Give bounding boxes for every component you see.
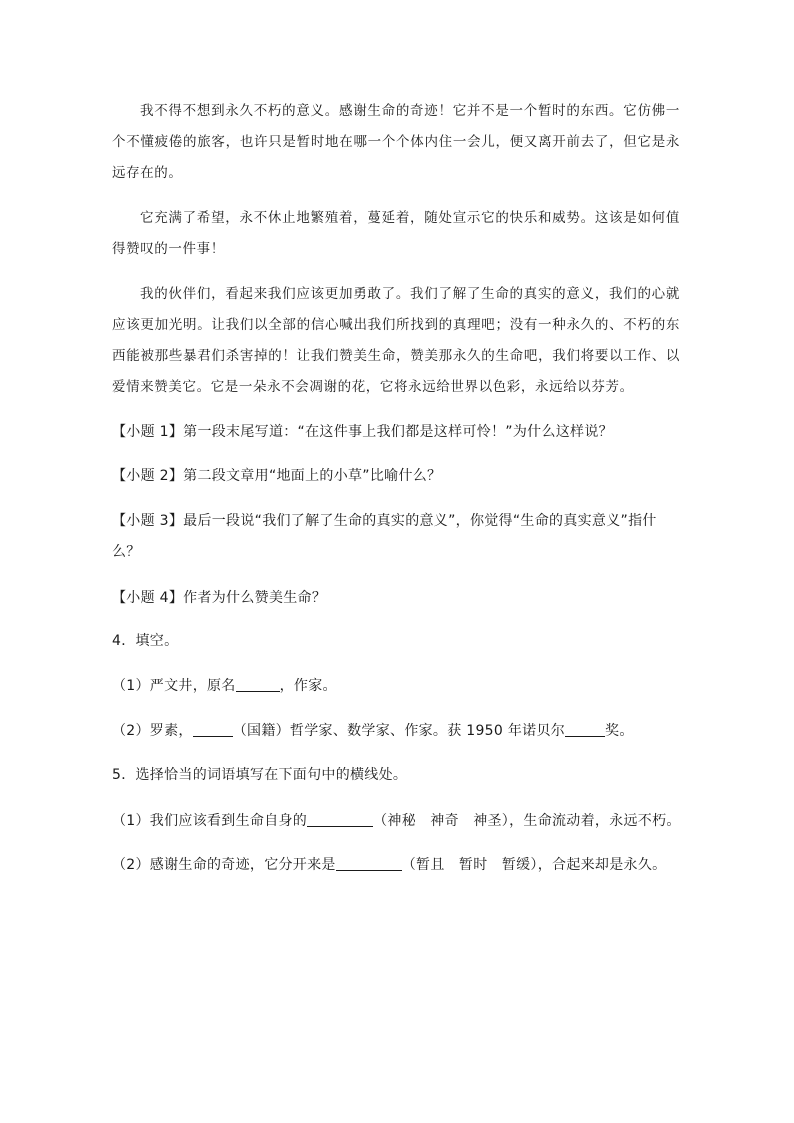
- passage-paragraph-1: 我不得不想到永久不朽的意义。感谢生命的奇迹！它并不是一个暂时的东西。它仿佛一个不懂疲倦的旅客，也许只是暂时地在哪一个个体内住一会儿，便又离开前去了，但它是永远存在的。: [112, 103, 680, 181]
- answer-blank[interactable]: [236, 677, 280, 692]
- section-5-item-2: [112, 850, 680, 880]
- section-5-item-2-text-a: （2）感谢生命的奇迹，它分开来是: [112, 857, 336, 873]
- section-5-item-1-text-a: （1）我们应该看到生命自身的: [112, 813, 308, 829]
- answer-blank[interactable]: [193, 722, 233, 737]
- section-4-item-1-text-a: （1）严文井，原名: [112, 678, 236, 694]
- question-3: 【小题 3】最后一段说“我们了解了生命的真实的意义”，你觉得“生命的真实意义”指什么？: [112, 513, 657, 560]
- question-1: 【小题 1】第一段末尾写道：“在这件事上我们都是这样可怜！”为什么这样说？: [112, 424, 613, 440]
- section-5-item-1: [112, 806, 680, 836]
- section-5-item-2-text-b: （暂且 暂时 暂缓），合起来却是永久。: [401, 857, 667, 873]
- section-4-item-2-text-a: （2）罗素，: [112, 723, 193, 739]
- section-4-heading: 4．填空。: [112, 633, 179, 649]
- question-2: 【小题 2】第二段文章用“地面上的小草”比喻什么？: [112, 468, 442, 484]
- section-4-item-2-text-c: 奖。: [605, 723, 634, 739]
- answer-blank[interactable]: [565, 722, 605, 737]
- section-4-item-1-text-b: ，作家。: [279, 678, 337, 694]
- section-5-item-1-text-b: （神秘 神奇 神圣），生命流动着，永远不朽。: [373, 813, 681, 829]
- section-4-item-1: [112, 671, 680, 701]
- passage-paragraph-3: 我的伙伴们，看起来我们应该更加勇敢了。我们了解了生命的真实的意义，我们的心就应该更加光明。让我们以全部的信心喊出我们所找到的真理吧；没有一种永久的、不朽的东西能被那些暴君们杀害掉的！让我们赞美生命，赞美那永久的生命吧，我们将要以工作、以爱情来赞美它。它是一朵永不会凋谢的花，它将永远给世界以色彩，永远给以芬芳。: [112, 286, 680, 395]
- section-5-heading: 5．选择恰当的词语填写在下面句中的横线处。: [112, 767, 408, 783]
- answer-blank[interactable]: [336, 856, 402, 871]
- answer-blank[interactable]: [307, 812, 373, 827]
- question-4: 【小题 4】作者为什么赞美生命？: [112, 590, 327, 606]
- passage-paragraph-2: 它充满了希望，永不休止地繁殖着，蔓延着，随处宣示它的快乐和威势。这该是如何值得赞叹的一件事！: [112, 210, 680, 257]
- section-4-item-2-text-b: （国籍）哲学家、数学家、作家。获 1950 年诺贝尔: [232, 723, 566, 739]
- section-4-item-2: [112, 716, 680, 746]
